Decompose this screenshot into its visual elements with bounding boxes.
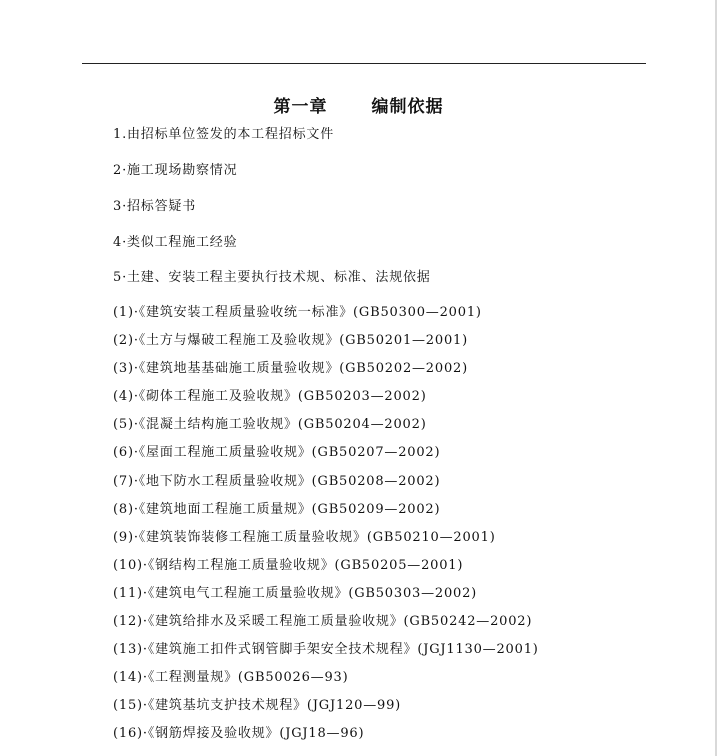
standard-item-9: (9)·《建筑装饰装修工程施工质量验收规》(GB50210—2001) [113,530,496,545]
standard-item-13: (13)·《建筑施工扣件式钢管脚手架安全技术规程》(JGJ1130—2001) [113,642,539,657]
standard-item-6: (6)·《屋面工程施工质量验收规》(GB50207—2002) [113,445,441,460]
standard-item-7: (7)·《地下防水工程质量验收规》(GB50208—2002) [113,474,441,489]
standard-item-3: (3)·《建筑地基基础施工质量验收规》(GB50202—2002) [113,361,468,376]
section-item-3: 3·招标答疑书 [113,199,197,214]
standard-item-14: (14)·《工程测量规》(GB50026—93) [113,670,349,685]
chapter-number: 第一章 [273,97,328,117]
chapter-heading [0,92,717,117]
standard-item-11: (11)·《建筑电气工程施工质量验收规》(GB50303—2002) [113,586,478,601]
section-item-1: 1.由招标单位签发的本工程招标文件 [113,127,335,142]
standard-item-2: (2)·《土方与爆破工程施工及验收规》(GB50201—2001) [113,333,468,348]
section-item-4: 4·类似工程施工经验 [113,235,238,250]
section-item-5: 5·土建、安装工程主要执行技术规、标准、法规依据 [113,270,431,285]
standard-item-12: (12)·《建筑给排水及采暖工程施工质量验收规》(GB50242—2002) [113,614,533,629]
section-item-2: 2·施工现场勘察情况 [113,163,238,178]
standard-item-1: (1)·《建筑安装工程质量验收统一标准》(GB50300—2001) [113,305,482,320]
header-rule [82,63,646,64]
standard-item-16: (16)·《钢筋焊接及验收规》(JGJ18—96) [113,726,365,741]
chapter-title: 编制依据 [371,97,444,117]
standard-item-10: (10)·《钢结构工程施工质量验收规》(GB50205—2001) [113,558,464,573]
standard-item-8: (8)·《建筑地面工程施工质量规》(GB50209—2002) [113,502,441,517]
standard-item-4: (4)·《砌体工程施工及验收规》(GB50203—2002) [113,389,427,404]
standard-item-5: (5)·《混凝土结构施工验收规》(GB50204—2002) [113,417,427,432]
standard-item-15: (15)·《建筑基坑支护技术规程》(JGJ120—99) [113,698,402,713]
